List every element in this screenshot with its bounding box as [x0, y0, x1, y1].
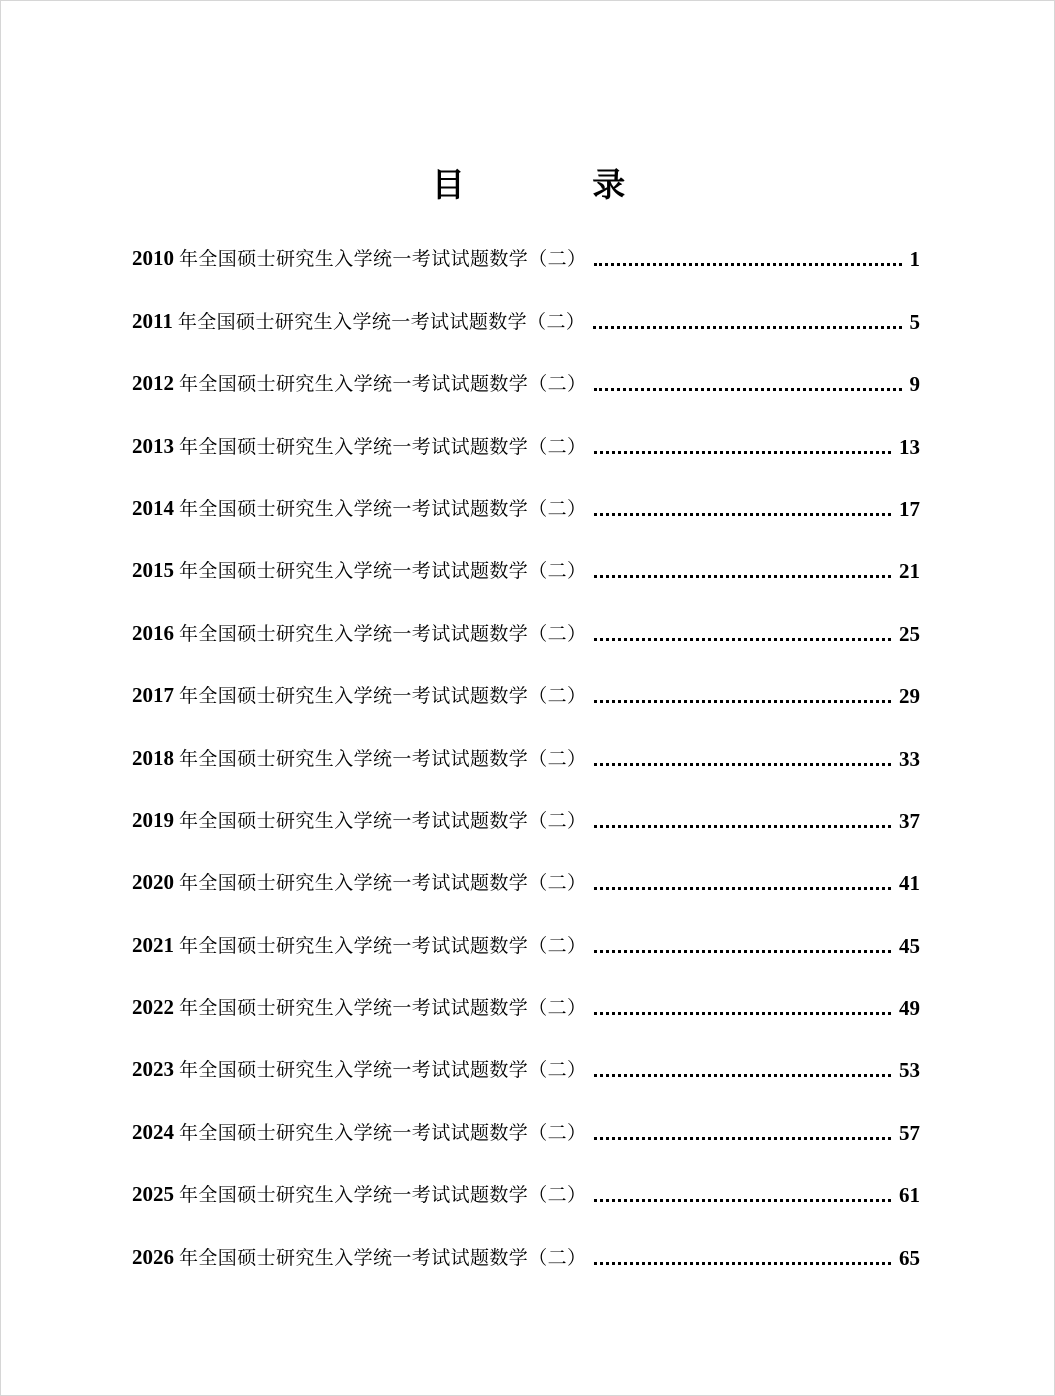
toc-entry[interactable] [132, 1038, 920, 1100]
toc-entry-page-number: 45 [899, 933, 920, 958]
toc-entry-name: 年全国硕士研究生入学统一考试试题数学（二） [179, 1246, 587, 1269]
dot-leader [594, 263, 901, 266]
toc-entry-year: 2010 [132, 246, 174, 271]
toc-entry-name: 年全国硕士研究生入学统一考试试题数学（二） [179, 685, 587, 708]
dot-leader [594, 825, 891, 828]
toc-entry-title [132, 1057, 586, 1082]
toc-entry-year: 2011 [132, 308, 173, 333]
toc-entry[interactable] [132, 539, 920, 601]
toc-entry-page-number: 9 [909, 372, 920, 397]
toc-entry-year: 2026 [132, 1244, 174, 1269]
toc-entry-year: 2017 [132, 683, 174, 708]
dot-leader [594, 1012, 891, 1015]
toc-entry[interactable] [132, 601, 920, 663]
toc-entry-name: 年全国硕士研究生入学统一考试试题数学（二） [179, 747, 587, 770]
dot-leader [594, 1262, 891, 1265]
toc-entry-year: 2014 [132, 495, 174, 520]
toc-entry-page-number: 29 [899, 684, 920, 709]
toc-entry-name: 年全国硕士研究生入学统一考试试题数学（二） [179, 248, 587, 271]
toc-entry[interactable] [132, 664, 920, 726]
toc-entry[interactable] [132, 227, 920, 289]
toc-entry[interactable] [132, 1163, 920, 1225]
toc-entry-year: 2025 [132, 1182, 174, 1207]
toc-entry-name: 年全国硕士研究生入学统一考试试题数学（二） [179, 435, 587, 458]
toc-entry-year: 2012 [132, 371, 174, 396]
dot-leader [594, 1074, 891, 1077]
toc-entry-title [132, 1245, 586, 1270]
toc-entry-page-number: 61 [899, 1183, 920, 1208]
toc-title: 目 录 [431, 165, 684, 204]
toc-entry-page-number: 33 [899, 746, 920, 771]
toc-entry[interactable] [132, 414, 920, 476]
dot-leader [594, 887, 891, 890]
toc-entry-page-number: 37 [899, 808, 920, 833]
dot-leader [594, 388, 901, 391]
toc-entry-year: 2019 [132, 807, 174, 832]
toc-entry-title [132, 558, 586, 583]
toc-entry-title [132, 933, 586, 958]
toc-entry[interactable] [132, 913, 920, 975]
toc-entry-title [132, 309, 585, 334]
toc-entry-name: 年全国硕士研究生入学统一考试试题数学（二） [177, 310, 586, 333]
toc-list [132, 227, 920, 1288]
toc-entry[interactable] [132, 1225, 920, 1287]
toc-entry-title [132, 246, 586, 271]
toc-entry-year: 2018 [132, 745, 174, 770]
toc-entry-page-number: 53 [899, 1058, 920, 1083]
toc-entry-name: 年全国硕士研究生入学统一考试试题数学（二） [179, 872, 587, 895]
toc-entry-year: 2023 [132, 1057, 174, 1082]
toc-entry-name: 年全国硕士研究生入学统一考试试题数学（二） [179, 497, 587, 520]
toc-entry-title [132, 621, 586, 646]
toc-entry-name: 年全国硕士研究生入学统一考试试题数学（二） [179, 809, 587, 832]
toc-entry-page-number: 1 [909, 247, 920, 272]
dot-leader [594, 950, 891, 953]
toc-entry[interactable] [132, 477, 920, 539]
toc-entry[interactable] [132, 726, 920, 788]
toc-entry-page-number: 25 [899, 621, 920, 646]
toc-entry-name: 年全国硕士研究生入学统一考试试题数学（二） [179, 1184, 587, 1207]
dot-leader [594, 1199, 891, 1202]
toc-entry-name: 年全国硕士研究生入学统一考试试题数学（二） [179, 622, 587, 645]
toc-entry-page-number: 5 [909, 309, 920, 334]
dot-leader [594, 638, 891, 641]
dot-leader [594, 763, 891, 766]
toc-entry[interactable] [132, 289, 920, 351]
toc-entry-year: 2022 [132, 995, 174, 1020]
toc-entry[interactable] [132, 352, 920, 414]
toc-entry-page-number: 21 [899, 559, 920, 584]
toc-entry-title [132, 995, 586, 1020]
toc-entry-title [132, 683, 586, 708]
dot-leader [594, 451, 891, 454]
toc-entry[interactable] [132, 851, 920, 913]
dot-leader [594, 513, 891, 516]
toc-entry-year: 2016 [132, 620, 174, 645]
toc-entry-name: 年全国硕士研究生入学统一考试试题数学（二） [179, 373, 587, 396]
dot-leader [594, 575, 891, 578]
toc-entry-page-number: 49 [899, 996, 920, 1021]
toc-entry-year: 2013 [132, 433, 174, 458]
toc-entry[interactable] [132, 1100, 920, 1162]
toc-entry-title [132, 496, 586, 521]
toc-entry-title [132, 1120, 586, 1145]
dot-leader [594, 700, 891, 703]
toc-entry-name: 年全国硕士研究生入学统一考试试题数学（二） [179, 997, 587, 1020]
toc-entry[interactable] [132, 976, 920, 1038]
toc-entry-page-number: 17 [899, 496, 920, 521]
toc-entry-name: 年全国硕士研究生入学统一考试试题数学（二） [179, 1059, 587, 1082]
toc-entry-page-number: 41 [899, 871, 920, 896]
toc-entry-title [132, 434, 586, 459]
toc-entry-page-number: 57 [899, 1120, 920, 1145]
toc-entry-year: 2015 [132, 558, 174, 583]
toc-entry-page-number: 65 [899, 1245, 920, 1270]
toc-entry-name: 年全国硕士研究生入学统一考试试题数学（二） [179, 560, 587, 583]
toc-entry[interactable] [132, 789, 920, 851]
toc-entry-page-number: 13 [899, 434, 920, 459]
toc-entry-title [132, 870, 586, 895]
dot-leader [593, 326, 901, 329]
toc-entry-title [132, 1182, 586, 1207]
toc-entry-year: 2021 [132, 932, 174, 957]
toc-entry-title [132, 808, 586, 833]
toc-entry-year: 2020 [132, 870, 174, 895]
toc-entry-title [132, 746, 586, 771]
toc-entry-name: 年全国硕士研究生入学统一考试试题数学（二） [179, 1121, 587, 1144]
toc-entry-name: 年全国硕士研究生入学统一考试试题数学（二） [179, 934, 587, 957]
toc-entry-title [132, 371, 586, 396]
dot-leader [594, 1137, 891, 1140]
toc-entry-year: 2024 [132, 1119, 174, 1144]
